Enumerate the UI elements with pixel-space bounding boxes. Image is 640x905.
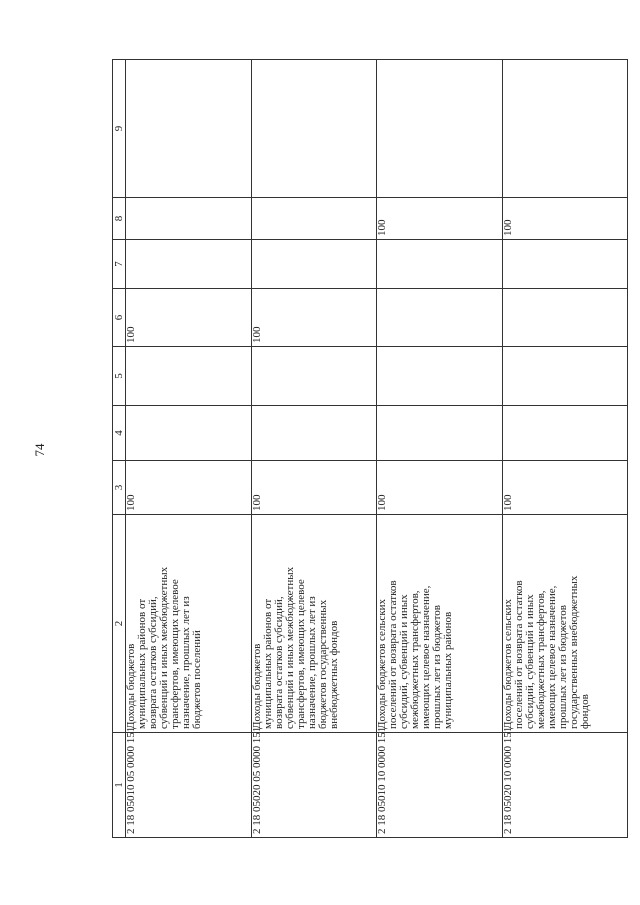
value-cell: 100 [377, 198, 503, 240]
value-cell: 100 [502, 461, 628, 515]
name-line: трансфертов, имеющих целевое [294, 579, 307, 729]
revenue-name [502, 515, 628, 733]
name-line: Доходы бюджетов сельских [376, 598, 388, 729]
page-number: 74 [32, 443, 47, 457]
revenue-name [251, 515, 377, 733]
revenue-name [126, 515, 252, 733]
value-cell [126, 60, 252, 198]
value-cell: 100 [126, 461, 252, 515]
table-row [251, 60, 377, 838]
value-cell: 100 [126, 289, 252, 347]
name-line: субсидий, субвенций и иных [523, 594, 536, 729]
rotated-table-container [112, 60, 628, 838]
table-row [377, 60, 503, 838]
value-cell [502, 347, 628, 406]
revenue-code: 2 18 05020 10 0000 151 [502, 733, 628, 838]
value-cell [126, 198, 252, 240]
value-cell: 100 [502, 198, 628, 240]
value-cell [377, 347, 503, 406]
value-cell [377, 289, 503, 347]
header-cell: 4 [113, 406, 126, 461]
table-row [126, 60, 252, 838]
name-line: прошлых лет из бюджетов [556, 605, 569, 729]
value-cell [502, 289, 628, 347]
header-cell: 6 [113, 289, 126, 347]
value-cell [251, 60, 377, 198]
name-line: внебюджетных фондов [327, 620, 340, 729]
value-cell [251, 240, 377, 289]
value-cell [126, 240, 252, 289]
name-line: муниципальных районов от [136, 598, 148, 729]
value-cell [377, 240, 503, 289]
name-line: субвенций и иных межбюджетных [283, 566, 296, 729]
header-cell: 3 [113, 461, 126, 515]
name-line: имеющих целевое назначение, [420, 585, 432, 729]
value-cell: 100 [377, 461, 503, 515]
revenue-code: 2 18 05010 10 0000 151 [377, 733, 503, 838]
name-line: субсидий, субвенций и иных [398, 594, 410, 729]
budget-table [112, 59, 628, 838]
header-cell: 1 [113, 733, 126, 838]
name-line: имеющих целевое назначение, [545, 585, 558, 729]
header-cell: 8 [113, 198, 126, 240]
value-cell [502, 60, 628, 198]
value-cell: 100 [251, 289, 377, 347]
name-line: межбюджетных трансфертов, [409, 590, 421, 729]
name-line: Доходы бюджетов сельских [501, 598, 514, 729]
header-cell: 7 [113, 240, 126, 289]
value-cell [251, 347, 377, 406]
name-line: назначение, прошлых лет из [180, 596, 192, 729]
name-line: поселений от возврата остатков [512, 580, 525, 729]
value-cell [377, 406, 503, 461]
value-cell [126, 347, 252, 406]
name-line: бюджетов поселений [191, 630, 203, 729]
name-line: муниципальных районов [442, 611, 454, 729]
value-cell: 100 [251, 461, 377, 515]
table-row [502, 60, 628, 838]
name-line: возврата остатков субсидий, [147, 596, 159, 729]
name-line: прошлых лет из бюджетов [431, 605, 443, 729]
value-cell [377, 60, 503, 198]
name-line: фондов [578, 694, 591, 729]
name-line: трансфертов, имеющих целевое [169, 579, 181, 729]
value-cell [251, 406, 377, 461]
name-line: Доходы бюджетов [250, 643, 263, 729]
header-cell: 2 [113, 515, 126, 733]
name-line: межбюджетных трансфертов, [534, 590, 547, 729]
header-row [113, 60, 126, 838]
name-line: поселений от возврата остатков [387, 580, 399, 729]
revenue-code: 2 18 05010 05 0000 151 [126, 733, 252, 838]
revenue-code: 2 18 05020 05 0000 151 [251, 733, 377, 838]
value-cell [126, 406, 252, 461]
name-line: бюджетов государственных [316, 599, 329, 729]
value-cell [251, 198, 377, 240]
name-line: государственных внебюджетных [567, 575, 580, 729]
name-line: муниципальных районов от [261, 598, 274, 729]
name-line: субвенций и иных межбюджетных [158, 566, 170, 729]
header-cell: 9 [113, 60, 126, 198]
name-line: Доходы бюджетов [125, 643, 137, 729]
header-cell: 5 [113, 347, 126, 406]
value-cell [502, 240, 628, 289]
revenue-name [377, 515, 503, 733]
name-line: назначение, прошлых лет из [305, 596, 318, 729]
name-line: возврата остатков субсидий, [272, 596, 285, 729]
value-cell [502, 406, 628, 461]
